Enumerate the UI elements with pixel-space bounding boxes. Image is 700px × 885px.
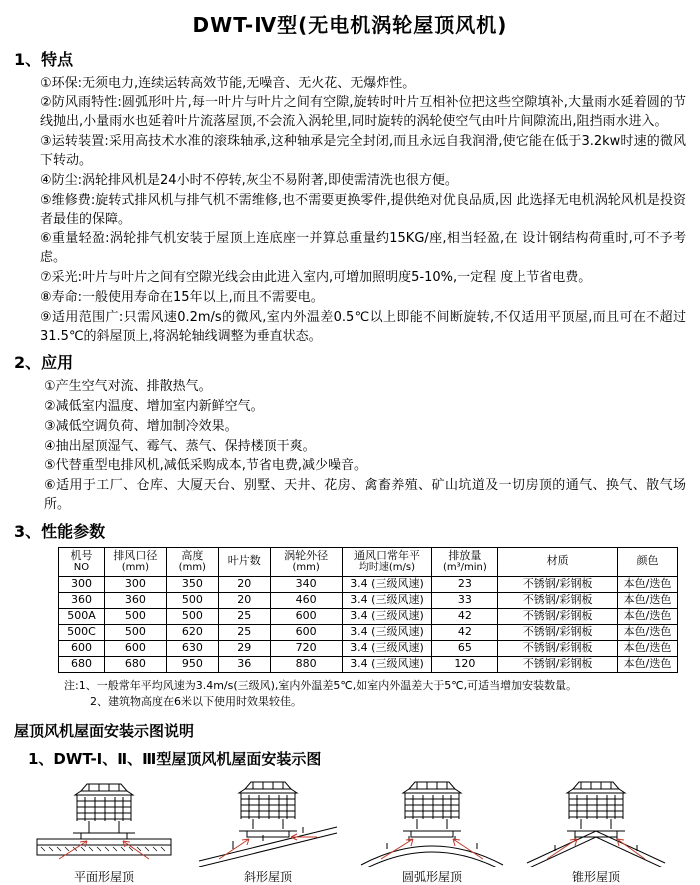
cell-height: 950: [166, 656, 218, 672]
feature-item: ③运转装置:采用高技术水准的滚珠轴承,这种轴承是完全封闭,而且永远自我润滑,使它能在低于3.2kw时速的微风下转动。: [40, 134, 686, 168]
cell-material: 不锈钢/彩钢板: [498, 576, 618, 592]
cell-average-speed: 3.4 (三级风速): [342, 592, 432, 608]
table-row: [59, 640, 678, 656]
cell-turbine-diameter: 720: [270, 640, 342, 656]
cell-material: 不锈钢/彩钢板: [498, 656, 618, 672]
diagram-sloped-roof: [188, 775, 348, 885]
cell-model: 680: [59, 656, 105, 672]
cell-model: 500A: [59, 608, 105, 624]
cell-blade-count: 25: [218, 624, 270, 640]
application-item: ③减低空调负荷、增加制冷效果。: [44, 418, 238, 434]
applications-list: [14, 378, 686, 515]
cell-color: 本色/迭色: [618, 656, 678, 672]
cell-height: 500: [166, 608, 218, 624]
section-heading-features: 1、特点: [14, 50, 74, 69]
diagram-caption: 平面形屋顶: [73, 870, 134, 885]
cell-color: 本色/迭色: [618, 592, 678, 608]
diagram-cone-roof: [516, 775, 676, 885]
cell-material: 不锈钢/彩钢板: [498, 592, 618, 608]
cell-turbine-diameter: 460: [270, 592, 342, 608]
table-note: 注:1、一般常年平均风速为3.4m/s(三级风),室内外温差5℃,如室内外温差大于5℃,可适当增加安装数量。: [64, 678, 578, 692]
diagram-arc-roof: [352, 775, 512, 885]
section-heading-applications: 2、应用: [14, 353, 74, 373]
column-header-unit: (mm): [292, 562, 320, 574]
column-header-text: 机号: [70, 548, 93, 562]
column-header-color: [618, 547, 678, 576]
cell-model: 500C: [59, 624, 105, 640]
cone-roof-diagram-icon: [521, 775, 671, 867]
column-header-text: 叶片数: [227, 554, 261, 568]
cell-blade-count: 25: [218, 608, 270, 624]
application-item: ⑤代替重型电排风机,减低采购成本,节省电费,减少噪音。: [44, 458, 368, 474]
performance-table: [58, 547, 678, 673]
feature-item: ⑥重量轻盈:涡轮排气机安装于屋顶上连底座一并算总重量约15KG/座,相当轻盈,在 设计钢结构荷重时,可不予考虑。: [40, 231, 686, 266]
cell-color: 本色/迭色: [618, 576, 678, 592]
cell-color: 本色/迭色: [618, 624, 678, 640]
cell-airflow: 120: [432, 656, 498, 672]
table-row: [59, 624, 678, 640]
column-header-text: 材质: [546, 554, 569, 568]
column-header-text: 通风口常年平: [353, 548, 420, 562]
table-note: 2、建筑物高度在6米以下使用时效果较佳。: [90, 695, 302, 709]
column-header-airflow: [432, 547, 498, 576]
application-item: ⑥适用于工厂、仓库、大厦天台、别墅、天井、花房、禽畜养殖、矿山坑道及一切房顶的通气、换气、散气场所。: [44, 478, 686, 513]
cell-blade-count: 29: [218, 640, 270, 656]
flat-roof-diagram-icon: [29, 775, 179, 867]
table-body: [59, 576, 678, 672]
feature-item: ④防尘:涡轮排风机是24小时不停转,灰尘不易附著,即使需清洗也很方便。: [40, 172, 458, 188]
cell-outlet-diameter: 500: [104, 624, 166, 640]
cell-outlet-diameter: 500: [104, 608, 166, 624]
feature-item: ⑧寿命:一般使用寿命在15年以上,而且不需要电。: [40, 289, 324, 305]
column-header-height: [166, 547, 218, 576]
column-header-material: [498, 547, 618, 576]
diagram-caption: 圆弧形屋顶: [401, 870, 462, 885]
column-header-text: 排放量: [448, 548, 482, 562]
features-list: [14, 75, 686, 347]
cell-airflow: 33: [432, 592, 498, 608]
column-header-unit: (m³/min): [442, 562, 487, 574]
cell-average-speed: 3.4 (三级风速): [342, 624, 432, 640]
feature-item: ②防风雨特性:圆弧形叶片,每一叶片与叶片之间有空隙,旋转时叶片互相补位把这些空隙填补,大量雨水延着圆的节线抛出,小量雨水也延着叶片流落屋顶,不会流入涡轮里,同时旋转的涡轮使空气由叶片间隙流出,阻挡雨水进入。: [40, 95, 686, 130]
cell-model: 600: [59, 640, 105, 656]
cell-material: 不锈钢/彩钢板: [498, 608, 618, 624]
table-row: [59, 576, 678, 592]
table-row: [59, 592, 678, 608]
table-header-row: [59, 547, 678, 576]
cell-airflow: 42: [432, 624, 498, 640]
cell-average-speed: 3.4 (三级风速): [342, 640, 432, 656]
cell-airflow: 23: [432, 576, 498, 592]
table-row: [59, 608, 678, 624]
subsection-heading-installation-diagrams: 1、DWT-Ⅰ、Ⅱ、Ⅲ型屋顶风机屋面安装示图: [28, 749, 322, 768]
table-notes: [14, 678, 686, 711]
column-header-unit: (mm): [121, 562, 150, 574]
installation-diagram-row: [14, 775, 686, 885]
cell-color: 本色/迭色: [618, 608, 678, 624]
cell-material: 不锈钢/彩钢板: [498, 640, 618, 656]
cell-height: 500: [166, 592, 218, 608]
cell-color: 本色/迭色: [618, 640, 678, 656]
column-header-text: 颜色: [636, 554, 659, 568]
column-header-turbine-diameter: [270, 547, 342, 576]
cell-height: 350: [166, 576, 218, 592]
cell-average-speed: 3.4 (三级风速): [342, 656, 432, 672]
feature-item: ⑦采光:叶片与叶片之间有空隙光线会由此进入室内,可增加照明度5-10%,一定程 度上节省电费。: [40, 270, 592, 286]
section-heading-installation: 屋顶风机屋面安装示图说明: [14, 721, 195, 740]
section-heading-performance: 3、性能参数: [14, 521, 106, 541]
application-item: ①产生空气对流、排散热气。: [44, 379, 212, 394]
diagram-flat-roof: [24, 775, 184, 885]
application-item: ④抽出屋顶湿气、霉气、蒸气、保持楼顶干爽。: [44, 438, 316, 454]
cell-average-speed: 3.4 (三级风速): [342, 608, 432, 624]
column-header-unit: NO: [73, 562, 90, 574]
table-header: [59, 547, 678, 576]
column-header-unit: (mm): [178, 562, 206, 574]
cell-height: 630: [166, 640, 218, 656]
cell-outlet-diameter: 360: [104, 592, 166, 608]
cell-turbine-diameter: 880: [270, 656, 342, 672]
cell-turbine-diameter: 600: [270, 624, 342, 640]
feature-item: ①环保:无须电力,连续运转高效节能,无噪音、无火花、无爆炸性。: [40, 75, 416, 91]
column-header-text: 排风口径: [113, 548, 158, 562]
cell-blade-count: 20: [218, 592, 270, 608]
table-row: [59, 656, 678, 672]
column-header-text: 高度: [181, 548, 204, 562]
column-header-model: [59, 547, 105, 576]
cell-turbine-diameter: 600: [270, 608, 342, 624]
column-header-outlet-diameter: [104, 547, 166, 576]
cell-outlet-diameter: 600: [104, 640, 166, 656]
feature-item: ⑤维修费:旋转式排风机与排气机不需维修,也不需要更换零件,提供绝对优良品质,因 此选择无电机涡轮风机是投资者最佳的保障。: [40, 192, 686, 227]
cell-average-speed: 3.4 (三级风速): [342, 576, 432, 592]
cell-blade-count: 20: [218, 576, 270, 592]
cell-material: 不锈钢/彩钢板: [498, 624, 618, 640]
column-header-unit: 均时速(m/s): [358, 562, 416, 574]
diagram-caption: 锥形屋顶: [571, 870, 620, 885]
cell-blade-count: 36: [218, 656, 270, 672]
arc-roof-diagram-icon: [357, 775, 507, 867]
cell-airflow: 42: [432, 608, 498, 624]
cell-turbine-diameter: 340: [270, 576, 342, 592]
cell-outlet-diameter: 300: [104, 576, 166, 592]
cell-model: 300: [59, 576, 105, 592]
cell-outlet-diameter: 680: [104, 656, 166, 672]
page-title: DWT-Ⅳ型(无电机涡轮屋顶风机): [192, 13, 508, 37]
sloped-roof-diagram-icon: [193, 775, 343, 867]
diagram-caption: 斜形屋顶: [243, 870, 292, 885]
column-header-blade-count: [218, 547, 270, 576]
cell-height: 620: [166, 624, 218, 640]
cell-model: 360: [59, 592, 105, 608]
performance-table-wrapper: [14, 547, 686, 673]
cell-airflow: 65: [432, 640, 498, 656]
column-header-average-speed: [342, 547, 432, 576]
column-header-text: 涡轮外径: [284, 548, 329, 562]
application-item: ②减低室内温度、增加室内新鲜空气。: [44, 398, 264, 414]
feature-item: ⑨适用范围广:只需风速0.2m/s的微风,室内外温差0.5℃以上即能不间断旋转,不仅适用平顶屋,而且可在不超过31.5℃的斜屋顶上,将涡轮轴线调整为垂直状态。: [40, 309, 686, 344]
